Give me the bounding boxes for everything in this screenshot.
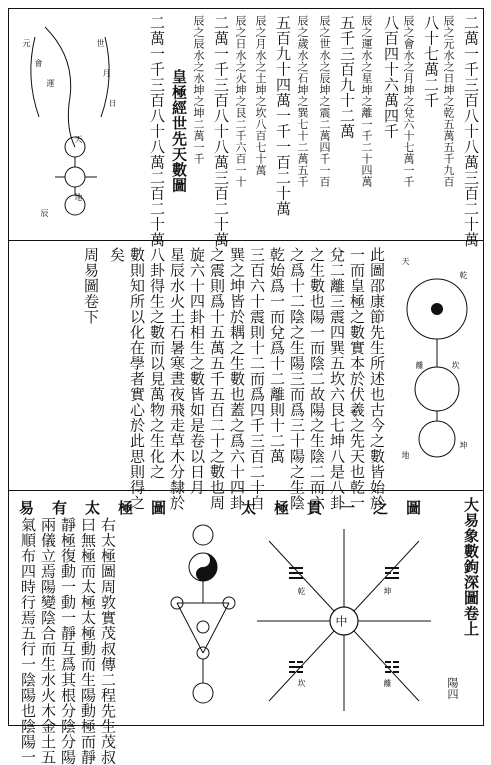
text-column-1: 二萬一千三百八十八萬三百二十萬 bbox=[462, 15, 480, 248]
text-column-b2-7: 三百六十震則十二而爲四千三百二十自 bbox=[248, 247, 266, 511]
diagram-title-left: 易有太極圖 bbox=[19, 499, 185, 517]
text-column-b2-8: 巽之坤皆於耦之生數也蓋之爲六十四卦 bbox=[228, 247, 246, 511]
trigram-label-1: 乾 bbox=[297, 587, 306, 595]
text-column-7: 二萬一千三百八十八萬二百二十萬 bbox=[148, 15, 166, 248]
fig2-label-2: 地 bbox=[401, 451, 410, 459]
text-column-3: 八百四十六萬四千 bbox=[382, 15, 400, 139]
text-column-b2-5: 之爲十二陰之生陽三而爲三十陽之生陰 bbox=[288, 247, 306, 511]
fig-note-5: 月 bbox=[102, 69, 111, 77]
fig2-label-5: 離 bbox=[415, 361, 424, 369]
volume-title: 大易象數鉤深圖卷上 bbox=[462, 497, 480, 637]
fig-note-8: 天 bbox=[74, 135, 83, 143]
text-column-mark-7: 辰之日水之火坤之艮二千六百一十 bbox=[234, 15, 247, 188]
sequence-figure bbox=[15, 17, 125, 235]
upper-section bbox=[9, 9, 483, 248]
text-column-b2-4: 之生數也陽一而陰二故陽之生陰二而六 bbox=[308, 247, 326, 511]
text-column-b2-3: 兌二離三震四巽五坎六艮七坤八是八卦 bbox=[328, 247, 346, 511]
fig-note-4: 世 bbox=[96, 39, 105, 47]
text-column-mark-5: 辰之歲水之石坤之巽七十二萬五千 bbox=[296, 15, 309, 188]
text-column-b2-6: 乾始爲一而兌爲十二離則十二萬 bbox=[268, 247, 286, 464]
text-column-b2-9: 之震則爲十五萬五千五百二十之數也周 bbox=[208, 247, 226, 511]
volume-end-title: 周易圖卷下 bbox=[82, 247, 100, 325]
diagram-title-right: 太極貫一之圖 bbox=[240, 499, 439, 517]
text-column-mark-3: 辰之運水之星坤之離一千二十四萬 bbox=[360, 15, 373, 188]
text-column-b2-10: 旋六十四卦相生之數皆如是卷以日月 bbox=[188, 247, 206, 495]
text-column-b2-14: 矣 bbox=[108, 247, 126, 263]
fig2-label-1: 天 bbox=[401, 257, 410, 265]
text-column-b2-11: 星辰水火土石暑寒晝夜飛走草木分隸於 bbox=[168, 247, 186, 511]
fig-note-6: 日 bbox=[108, 99, 117, 107]
text-column-b3-2: 曰無極而太極太極動而生陽動極而靜 bbox=[79, 517, 97, 765]
page-frame bbox=[8, 8, 484, 765]
text-column-mark-2: 辰之會水之月坤之兌六十七萬一千 bbox=[402, 15, 415, 188]
text-column-b2-13: 數則知所以化在學者實心於此思則得之 bbox=[128, 247, 146, 511]
trigram-label-3: 坎 bbox=[297, 679, 306, 687]
text-column-6: 二萬一千三百八十八萬三百二十萬 bbox=[212, 15, 230, 248]
text-column-b3-3: 靜極復動一動一靜互爲其根分陰分陽 bbox=[59, 517, 77, 765]
trigram-label-4: 離 bbox=[383, 679, 392, 687]
text-column-b3-4: 兩儀立焉陽變陰合而生水火木金土五 bbox=[39, 517, 57, 765]
trigram-label-2: 坤 bbox=[383, 587, 392, 595]
text-column-mark-6: 辰之月水之土坤之坎八百七十萬 bbox=[254, 15, 267, 176]
fig-note-1: 元 bbox=[22, 39, 31, 47]
text-column-b2-2: 一而皇極之數實本於伏羲之先天也乾一 bbox=[348, 247, 366, 511]
text-column-b3-5: 氣順布四時行焉五行一陰陽也陰陽一 bbox=[19, 517, 37, 765]
fig-note-2: 會 bbox=[34, 59, 43, 67]
text-column-mark-1: 辰之元水之日坤之乾五萬五千九百 bbox=[442, 15, 455, 188]
fig-note-7: 辰 bbox=[40, 209, 49, 217]
fig-note-3: 運 bbox=[46, 79, 55, 87]
center-label: 中 bbox=[334, 615, 348, 627]
text-column-2: 八十七萬二千 bbox=[422, 15, 440, 108]
taiji-diagram bbox=[165, 523, 241, 717]
text-column-5: 五百九十四萬一千一百二十萬 bbox=[274, 15, 292, 217]
lower-section bbox=[9, 491, 483, 765]
fig2-label-3: 乾 bbox=[459, 271, 468, 279]
fig2-label-4: 坤 bbox=[459, 441, 468, 449]
text-column-4: 五千三百九十二萬 bbox=[338, 15, 356, 139]
figure-title: 皇極經世先天數圖 bbox=[170, 69, 188, 193]
page-number: 陽四 bbox=[446, 677, 459, 700]
fig2-label-6: 坎 bbox=[451, 361, 460, 369]
text-column-b2-12: 八卦得生之數而以見萬物之生化之 bbox=[148, 247, 166, 480]
text-column-b2-1: 此圖邵康節先生所述也古今之數皆始於 bbox=[368, 247, 386, 511]
text-column-b3-1: 右太極圖周敦實茂叔傳二程先生茂叔 bbox=[99, 517, 117, 765]
fig-note-9: 地 bbox=[74, 193, 83, 201]
text-column-mark-8: 辰之辰水之水坤之坤二萬一千 bbox=[192, 15, 205, 165]
text-column-mark-4: 辰之世水之辰坤之震二萬四千一百 bbox=[318, 15, 331, 188]
